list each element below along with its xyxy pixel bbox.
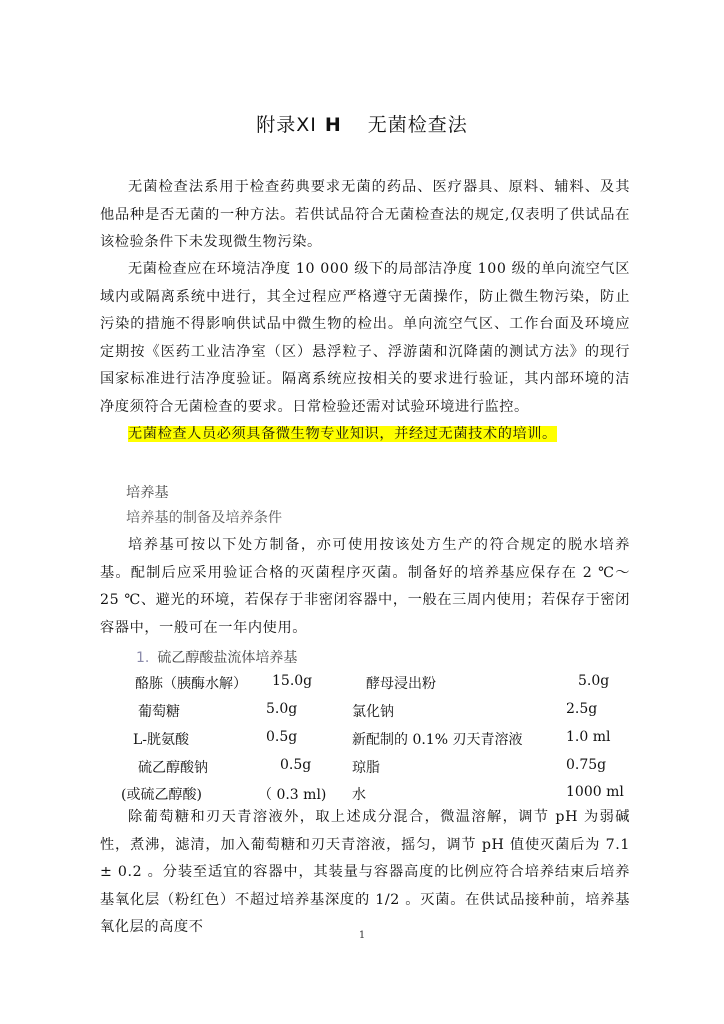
title-letter: H [324, 114, 342, 136]
title-name: 无菌检查法 [367, 114, 468, 136]
medium-title [136, 647, 297, 667]
ingredient-name: 酪胨（胰酶水解） [135, 676, 247, 692]
ingredient-name: 水 [352, 787, 366, 803]
ingredient-amount: 5.0g [266, 701, 298, 717]
ingredient-amount: 5.0g [578, 673, 610, 689]
ingredient-name: 氯化钠 [352, 704, 394, 720]
paragraph-personnel-wrap [100, 421, 630, 449]
ingredient-name: 新配制的 0.1% 刃天青溶液 [352, 732, 523, 748]
ingredient-amount: 1.0 ml [566, 729, 611, 745]
ingredient-amount: 0.75g [566, 757, 607, 773]
ingredient-amount: 1000 ml [566, 784, 624, 800]
ingredient-amount: （ 0.3 ml) [258, 787, 327, 803]
paragraph-procedure: 除葡萄糖和刃天青溶液外，取上述成分混合，微温溶解，调节 pH 为弱碱性，煮沸，滤清，加入葡萄糖和刃天青溶液，摇匀，调节 pH 值使灭菌后为 7.1 ± 0.2 。分装至适宜的容器中，其装量与容器高度的比例应符合培养结束后培养基氧化层（粉红色）不超过培养基深度的 1/2 。灭菌。在供试品接种前，培养基氧化层的高度不 [100, 809, 630, 935]
paragraph-environment: 无菌检查应在环境洁净度 10 000 级下的局部洁净度 100 级的单向流空气区域内或隔离系统中进行，其全过程应严格遵守无菌操作，防止微生物污染，防止污染的措施不得影响供试品中微生物的检出。单向流空气区、工作台面及环境应定期按《医药工业洁净室（区）悬浮粒子、浮游菌和沉降菌的测试方法》的现行国家标准进行洁净度验证。隔离系统应按相关的要求进行验证，其内部环境的洁净度须符合无菌检查的要求。日常检验还需对试验环境进行监控。 [100, 261, 630, 415]
paragraph-preparation: 培养基可按以下处方制备，亦可使用按该处方生产的符合规定的脱水培养基。配制后应采用验证合格的灭菌程序灭菌。制备好的培养基应保存在 2 ℃～ 25 ℃、避光的环境，若保存于非密闭容器中，一般在三周内使用；若保存于密闭容器中，一般可在一年内使用。 [100, 537, 630, 636]
subsection-heading-preparation: 培养基的制备及培养条件 [126, 510, 283, 526]
ingredient-name: (或硫乙醇酸) [121, 787, 202, 803]
ingredient-amount: 15.0g [272, 673, 313, 689]
section-heading-medium: 培养基 [126, 485, 169, 501]
title-prefix: 附录XI [256, 114, 317, 136]
page-number: 1 [358, 930, 366, 941]
ingredient-amount: 0.5g [280, 757, 312, 773]
ingredient-name: 葡萄糖 [138, 704, 180, 720]
page-title [0, 110, 724, 137]
medium-number: 1. [136, 650, 150, 666]
paragraph-intro: 无菌检查法系用于检查药典要求无菌的药品、医疗器具、原料、辅料、及其他品种是否无菌的一种方法。若供试品符合无菌检查法的规定,仅表明了供试品在该检验条件下未发现微生物污染。 [100, 179, 630, 250]
ingredient-name: L-胱氨酸 [133, 732, 190, 748]
ingredient-name: 酵母浸出粉 [366, 676, 436, 692]
ingredient-amount: 0.5g [266, 729, 298, 745]
ingredient-name: 硫乙醇酸钠 [138, 760, 208, 776]
medium-name: 硫乙醇酸盐流体培养基 [157, 650, 298, 666]
ingredient-amount: 2.5g [566, 701, 598, 717]
paragraph-personnel: 无菌检查人员必须具备微生物专业知识，并经过无菌技术的培训。 [128, 426, 557, 442]
ingredient-name: 琼脂 [352, 760, 380, 776]
